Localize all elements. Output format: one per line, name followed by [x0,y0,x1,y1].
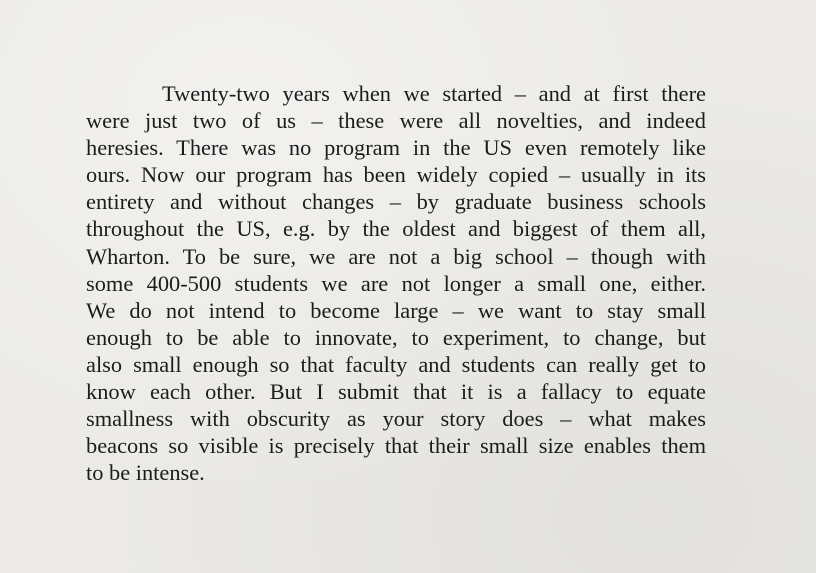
text-line: heresies. There was no program in the US even remotely like [86,135,706,161]
text-line: beacons so visible is precisely that their small size enables them [86,433,706,459]
text-line: Twenty-two years when we started – and at first there [162,81,706,106]
text-line: ours. Now our program has been widely copied – usually in its [86,162,706,188]
text-line: were just two of us – these were all novelties, and indeed [86,108,706,134]
text-line: entirety and without changes – by graduate business schools [86,189,706,215]
text-line: Wharton. To be sure, we are not a big school – though with [86,243,706,269]
text-line: some 400-500 students we are not longer a small one, either. [86,270,706,296]
text-line: We do not intend to become large – we want to stay small [86,297,706,323]
text-line: smallness with obscurity as your story does – what makes [86,406,706,432]
letter-paragraph [86,80,706,486]
text-line: also small enough so that faculty and students can really get to [86,351,706,377]
text-line: know each other. But I submit that it is a fallacy to equate [86,379,706,405]
text-line: to be intense. [86,460,205,486]
text-line: enough to be able to innovate, to experiment, to change, but [86,324,706,350]
text-line: throughout the US, e.g. by the oldest and biggest of them all, [86,216,706,242]
